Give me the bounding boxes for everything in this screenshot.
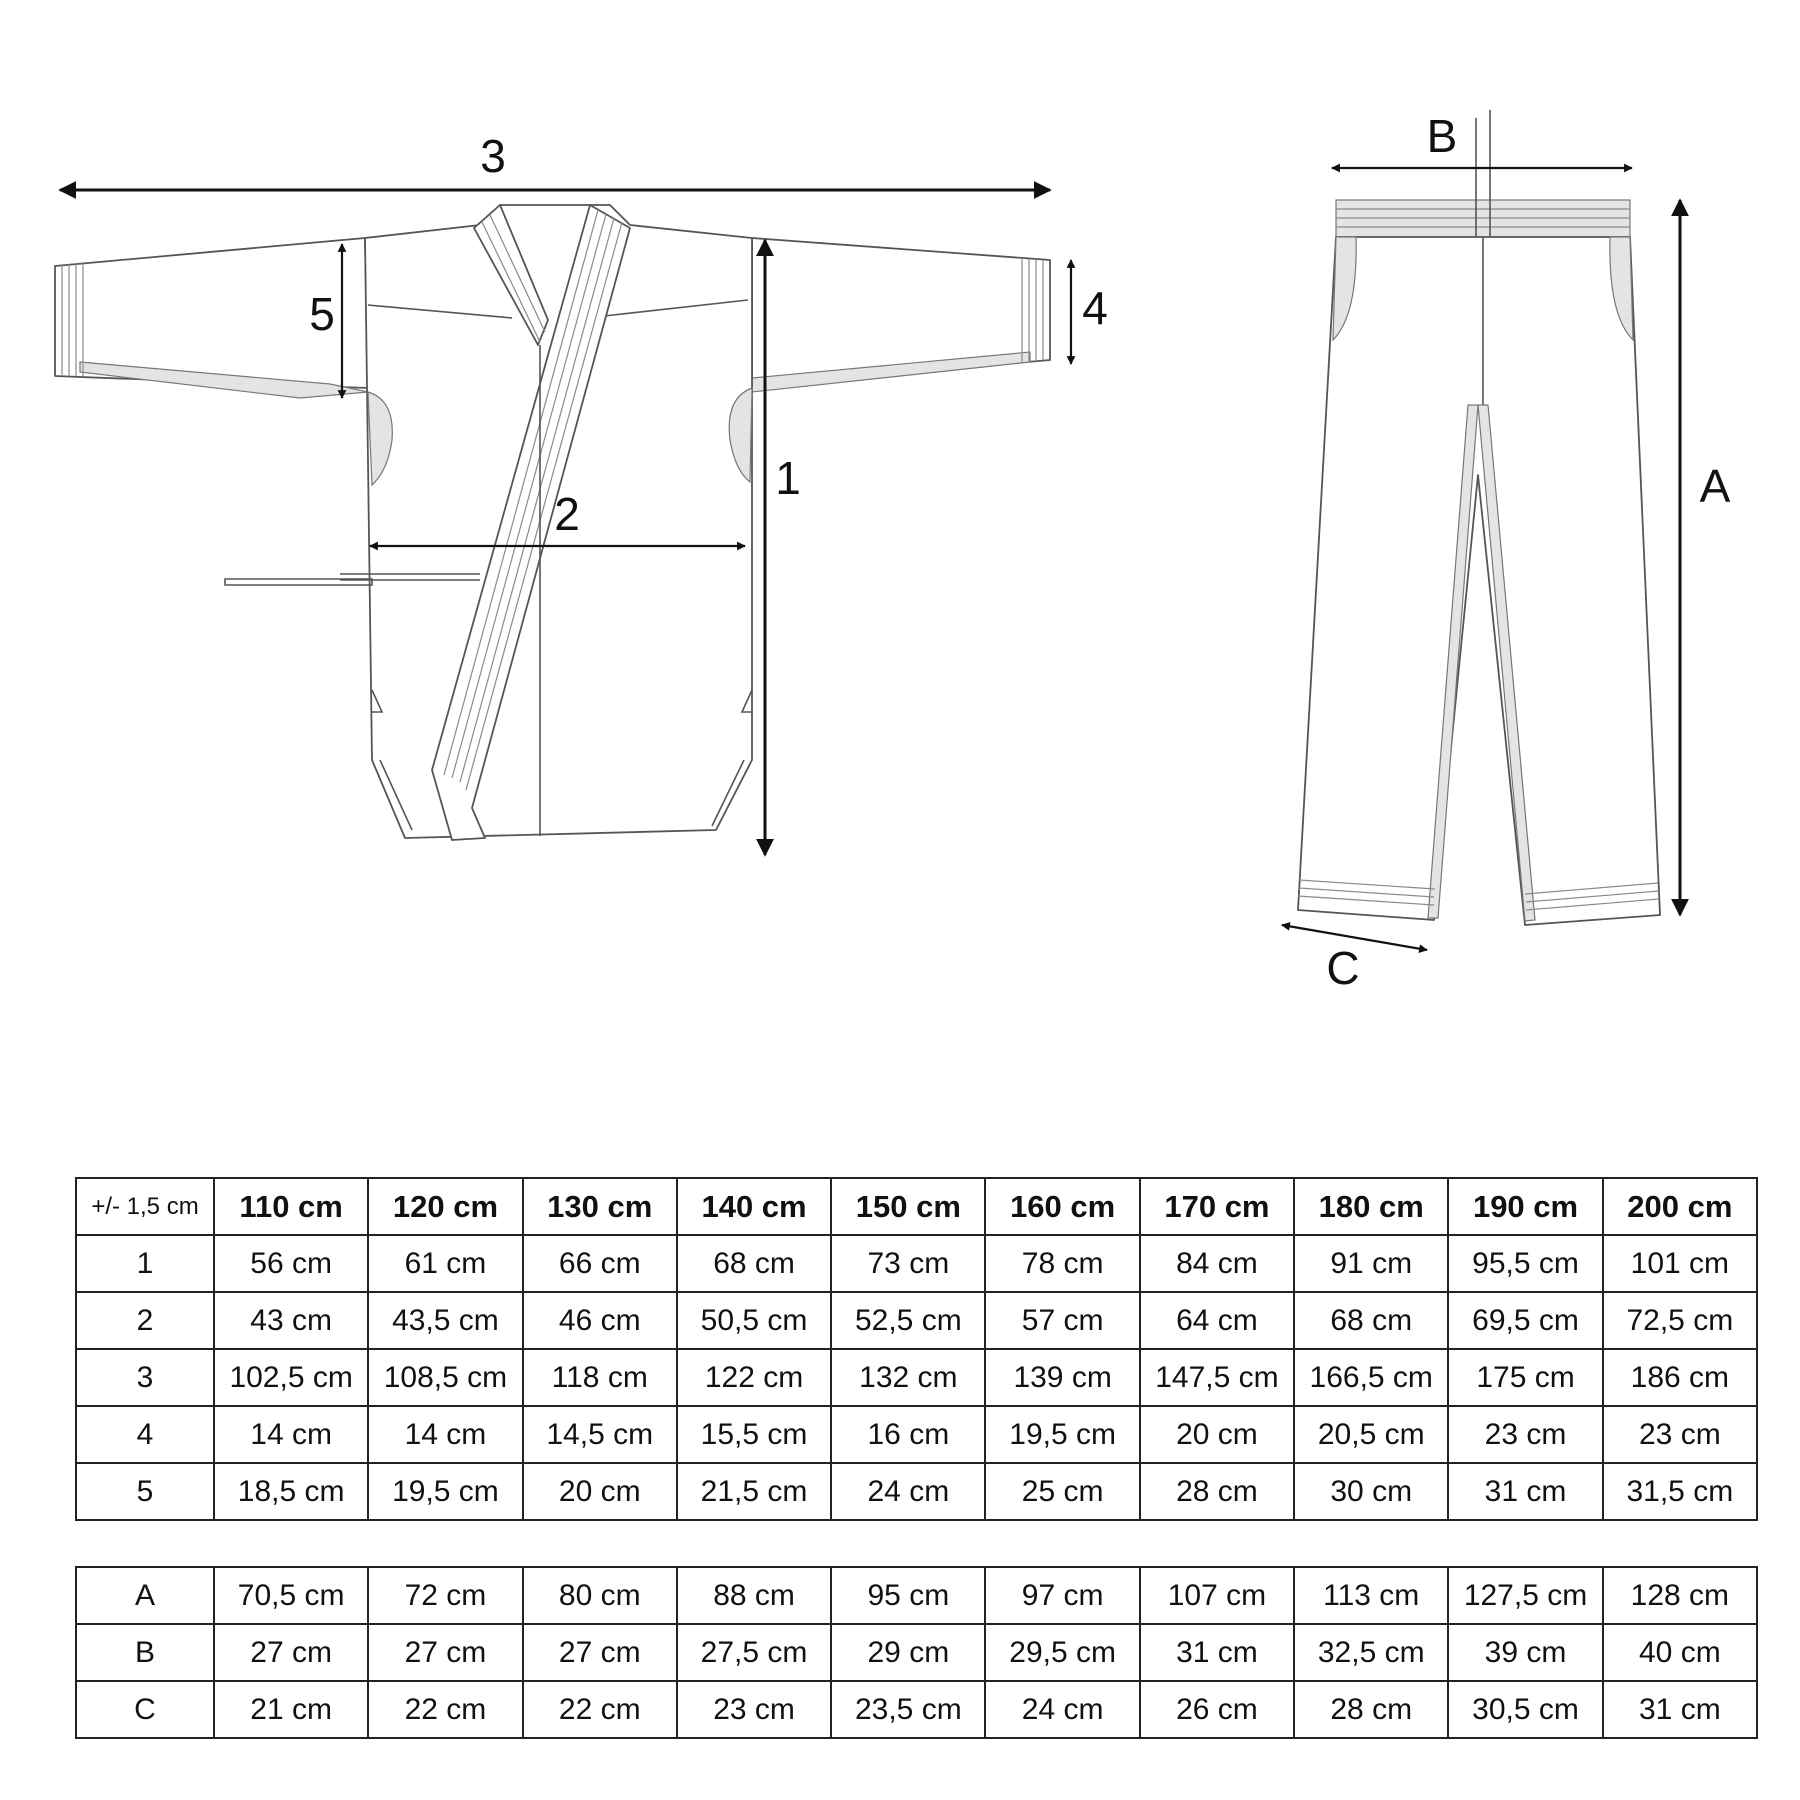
table-cell: 132 cm bbox=[831, 1349, 985, 1406]
table-row bbox=[76, 1406, 1757, 1463]
table-cell: 31 cm bbox=[1603, 1681, 1757, 1738]
table-cell: 14 cm bbox=[368, 1406, 522, 1463]
table-cell: 31 cm bbox=[1448, 1463, 1602, 1520]
dimension-label-a: A bbox=[1699, 460, 1731, 513]
row-label: 2 bbox=[76, 1292, 214, 1349]
table-cell: 95 cm bbox=[831, 1567, 985, 1624]
table-cell: 39 cm bbox=[1448, 1624, 1602, 1681]
table-cell: 147,5 cm bbox=[1140, 1349, 1294, 1406]
table-cell: 27 cm bbox=[523, 1624, 677, 1681]
table-row bbox=[76, 1624, 1757, 1681]
table-cell: 26 cm bbox=[1140, 1681, 1294, 1738]
table-cell: 66 cm bbox=[523, 1235, 677, 1292]
table-cell: 19,5 cm bbox=[368, 1463, 522, 1520]
table-cell: 23 cm bbox=[1448, 1406, 1602, 1463]
dimension-label-4: 4 bbox=[1082, 282, 1108, 335]
row-label: 5 bbox=[76, 1463, 214, 1520]
table-cell: 22 cm bbox=[523, 1681, 677, 1738]
table-cell: 32,5 cm bbox=[1294, 1624, 1448, 1681]
table-cell: 84 cm bbox=[1140, 1235, 1294, 1292]
table-cell: 68 cm bbox=[1294, 1292, 1448, 1349]
table-cell: 15,5 cm bbox=[677, 1406, 831, 1463]
row-label: C bbox=[76, 1681, 214, 1738]
table-cell: 28 cm bbox=[1294, 1681, 1448, 1738]
table-cell: 80 cm bbox=[523, 1567, 677, 1624]
table-cell: 20,5 cm bbox=[1294, 1406, 1448, 1463]
table-cell: 29,5 cm bbox=[985, 1624, 1139, 1681]
table-cell: 23,5 cm bbox=[831, 1681, 985, 1738]
size-header-170: 170 cm bbox=[1140, 1178, 1294, 1235]
table-cell: 78 cm bbox=[985, 1235, 1139, 1292]
table-cell: 43,5 cm bbox=[368, 1292, 522, 1349]
table-cell: 73 cm bbox=[831, 1235, 985, 1292]
table-cell: 20 cm bbox=[1140, 1406, 1294, 1463]
dimension-label-3: 3 bbox=[480, 130, 506, 183]
table-cell: 95,5 cm bbox=[1448, 1235, 1602, 1292]
table-cell: 102,5 cm bbox=[214, 1349, 368, 1406]
table-cell: 24 cm bbox=[985, 1681, 1139, 1738]
table-cell: 31 cm bbox=[1140, 1624, 1294, 1681]
table-cell: 30,5 cm bbox=[1448, 1681, 1602, 1738]
table-cell: 21,5 cm bbox=[677, 1463, 831, 1520]
table-cell: 72,5 cm bbox=[1603, 1292, 1757, 1349]
table-cell: 139 cm bbox=[985, 1349, 1139, 1406]
table-cell: 23 cm bbox=[677, 1681, 831, 1738]
table-cell: 122 cm bbox=[677, 1349, 831, 1406]
table-cell: 128 cm bbox=[1603, 1567, 1757, 1624]
table-cell: 107 cm bbox=[1140, 1567, 1294, 1624]
table-cell: 21 cm bbox=[214, 1681, 368, 1738]
table-row bbox=[76, 1349, 1757, 1406]
table-cell: 88 cm bbox=[677, 1567, 831, 1624]
table-cell: 20 cm bbox=[523, 1463, 677, 1520]
dimension-label-2: 2 bbox=[554, 488, 580, 541]
table-cell: 27,5 cm bbox=[677, 1624, 831, 1681]
table-cell: 43 cm bbox=[214, 1292, 368, 1349]
table-cell: 72 cm bbox=[368, 1567, 522, 1624]
table-row bbox=[76, 1681, 1757, 1738]
size-header-180: 180 cm bbox=[1294, 1178, 1448, 1235]
table-cell: 40 cm bbox=[1603, 1624, 1757, 1681]
size-header-190: 190 cm bbox=[1448, 1178, 1602, 1235]
table-cell: 19,5 cm bbox=[985, 1406, 1139, 1463]
size-header-row bbox=[76, 1178, 1757, 1235]
table-cell: 186 cm bbox=[1603, 1349, 1757, 1406]
table-cell: 91 cm bbox=[1294, 1235, 1448, 1292]
size-header-200: 200 cm bbox=[1603, 1178, 1757, 1235]
table-cell: 18,5 cm bbox=[214, 1463, 368, 1520]
row-label: 4 bbox=[76, 1406, 214, 1463]
tolerance-cell: +/- 1,5 cm bbox=[76, 1178, 214, 1235]
size-header-160: 160 cm bbox=[985, 1178, 1139, 1235]
table-cell: 28 cm bbox=[1140, 1463, 1294, 1520]
dimension-label-c: C bbox=[1326, 942, 1360, 995]
table-row bbox=[76, 1292, 1757, 1349]
table-cell: 31,5 cm bbox=[1603, 1463, 1757, 1520]
table-cell: 22 cm bbox=[368, 1681, 522, 1738]
table-cell: 97 cm bbox=[985, 1567, 1139, 1624]
jacket-drawing bbox=[55, 205, 1050, 840]
table-cell: 14 cm bbox=[214, 1406, 368, 1463]
row-label: B bbox=[76, 1624, 214, 1681]
pants-drawing bbox=[1298, 110, 1660, 925]
table-cell: 56 cm bbox=[214, 1235, 368, 1292]
dimension-label-1: 1 bbox=[775, 452, 801, 505]
row-label: 1 bbox=[76, 1235, 214, 1292]
table-cell: 70,5 cm bbox=[214, 1567, 368, 1624]
table-cell: 27 cm bbox=[368, 1624, 522, 1681]
table-cell: 24 cm bbox=[831, 1463, 985, 1520]
table-cell: 57 cm bbox=[985, 1292, 1139, 1349]
table-cell: 113 cm bbox=[1294, 1567, 1448, 1624]
table-cell: 27 cm bbox=[214, 1624, 368, 1681]
size-header-130: 130 cm bbox=[523, 1178, 677, 1235]
table-cell: 61 cm bbox=[368, 1235, 522, 1292]
table-cell: 166,5 cm bbox=[1294, 1349, 1448, 1406]
table-cell: 29 cm bbox=[831, 1624, 985, 1681]
table-cell: 46 cm bbox=[523, 1292, 677, 1349]
table-cell: 25 cm bbox=[985, 1463, 1139, 1520]
table-cell: 69,5 cm bbox=[1448, 1292, 1602, 1349]
pants-body bbox=[1298, 237, 1660, 925]
table-cell: 30 cm bbox=[1294, 1463, 1448, 1520]
dimension-label-5: 5 bbox=[309, 288, 335, 341]
table-cell: 16 cm bbox=[831, 1406, 985, 1463]
table-cell: 14,5 cm bbox=[523, 1406, 677, 1463]
table-cell: 52,5 cm bbox=[831, 1292, 985, 1349]
size-header-120: 120 cm bbox=[368, 1178, 522, 1235]
table-cell: 127,5 cm bbox=[1448, 1567, 1602, 1624]
table-cell: 50,5 cm bbox=[677, 1292, 831, 1349]
table-cell: 175 cm bbox=[1448, 1349, 1602, 1406]
table-cell: 101 cm bbox=[1603, 1235, 1757, 1292]
dimension-label-b: B bbox=[1426, 110, 1458, 163]
size-header-140: 140 cm bbox=[677, 1178, 831, 1235]
row-label: A bbox=[76, 1567, 214, 1624]
table-row bbox=[76, 1567, 1757, 1624]
table-cell: 23 cm bbox=[1603, 1406, 1757, 1463]
table-row bbox=[76, 1235, 1757, 1292]
size-header-150: 150 cm bbox=[831, 1178, 985, 1235]
jacket-size-table bbox=[75, 1177, 1758, 1521]
table-cell: 118 cm bbox=[523, 1349, 677, 1406]
row-label: 3 bbox=[76, 1349, 214, 1406]
table-cell: 68 cm bbox=[677, 1235, 831, 1292]
table-cell: 108,5 cm bbox=[368, 1349, 522, 1406]
table-cell: 64 cm bbox=[1140, 1292, 1294, 1349]
size-header-110: 110 cm bbox=[214, 1178, 368, 1235]
table-row bbox=[76, 1463, 1757, 1520]
pants-size-table bbox=[75, 1566, 1758, 1739]
